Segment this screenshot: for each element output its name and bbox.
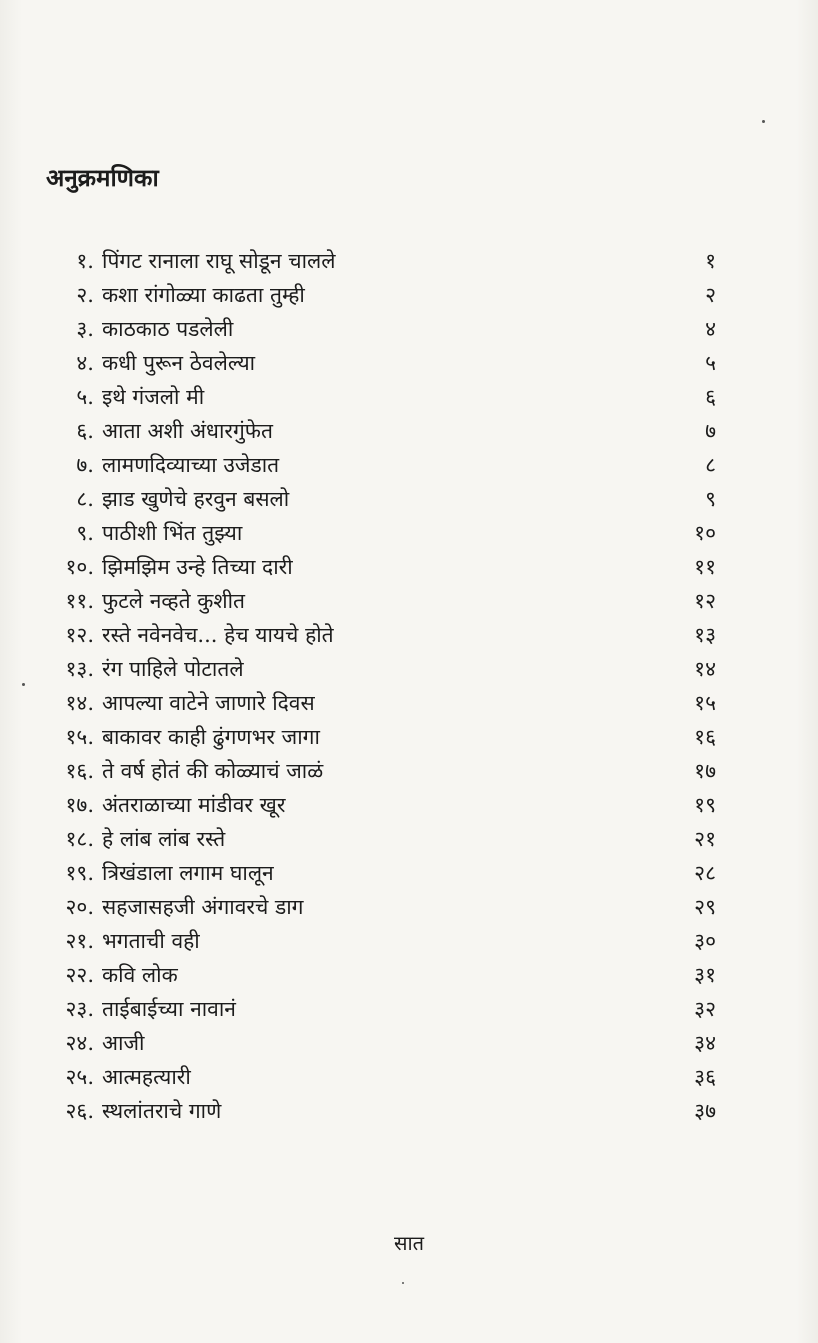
toc-entry-page: ८ (705, 453, 716, 477)
toc-entry-page: ७ (705, 419, 716, 443)
toc-entry-number: ९. (76, 521, 94, 545)
toc-entry-page: १३ (694, 623, 716, 647)
toc-entry-number: १. (76, 249, 94, 273)
toc-entry-page: १० (694, 521, 716, 545)
toc-entry (40, 924, 716, 958)
toc-entry-page: ३७ (694, 1099, 716, 1123)
toc-entry-number: ८. (76, 487, 94, 511)
paper-speck (402, 1282, 404, 1284)
page-number-footer: सात (393, 1231, 425, 1255)
toc-entry (40, 788, 716, 822)
toc-entry-page: ५ (705, 351, 716, 375)
toc-entry-number: ७. (76, 453, 94, 477)
toc-entry (40, 992, 716, 1026)
toc-entry (40, 1094, 716, 1128)
toc-entry-page: ३६ (694, 1065, 716, 1089)
paper-speck (762, 120, 765, 123)
toc-entry-title: पिंगट रानाला राघू सोडून चालले (102, 249, 336, 273)
toc-entry-page: १२ (694, 589, 716, 613)
toc-entry-page: २८ (694, 861, 716, 885)
toc-entry (40, 618, 716, 652)
toc-entry-page: ३१ (694, 963, 716, 987)
toc-entry-title: आता अशी अंधारगुंफेत (102, 419, 273, 443)
toc-entry-number: ६. (76, 419, 94, 443)
toc-entry (40, 890, 716, 924)
toc-entry-title: कशा रांगोळ्या काढता तुम्ही (102, 283, 305, 307)
toc-entry-title: आजी (102, 1031, 145, 1055)
toc-entry-number: १२. (65, 623, 94, 647)
toc-entry-title: रंग पाहिले पोटातले (102, 657, 244, 681)
toc-entry-page: ११ (694, 555, 716, 579)
toc-entry-number: ३. (76, 317, 94, 341)
toc-entry-number: २३. (65, 997, 94, 1021)
toc-entry-title: आपल्या वाटेने जाणारे दिवस (102, 691, 315, 715)
toc-entry-title: रस्ते नवेनवेच... हेच यायचे होते (102, 623, 334, 647)
toc-entry (40, 278, 716, 312)
toc-entry-number: २४. (65, 1031, 94, 1055)
toc-entry-title: आत्महत्यारी (102, 1065, 191, 1089)
toc-entry-page: १४ (694, 657, 716, 681)
toc-entry (40, 754, 716, 788)
toc-entry-page: १६ (694, 725, 716, 749)
toc-entry (40, 516, 716, 550)
page-title: अनुक्रमणिका (46, 163, 159, 192)
toc-entry (40, 482, 716, 516)
toc-entry-page: ३४ (694, 1031, 716, 1055)
toc-entry-number: १४. (65, 691, 94, 715)
toc-entry-number: १९. (65, 861, 94, 885)
toc-entry (40, 652, 716, 686)
toc-entry-title: ते वर्ष होतं की कोळ्याचं जाळं (102, 759, 324, 783)
toc-entry-number: १७. (65, 793, 94, 817)
toc-entry (40, 584, 716, 618)
toc-entry-title: पाठीशी भिंत तुझ्या (102, 521, 243, 545)
toc-entry-page: १ (705, 249, 716, 273)
toc-entry-page: ९ (705, 487, 716, 511)
toc-entry-number: ११. (65, 589, 94, 613)
toc-entry (40, 346, 716, 380)
toc-entry (40, 448, 716, 482)
toc-entry (40, 550, 716, 584)
toc-entry-page: ३० (694, 929, 716, 953)
toc-entry-title: झिमझिम उन्हे तिच्या दारी (102, 555, 293, 579)
toc-entry-number: ५. (76, 385, 94, 409)
toc-entry (40, 856, 716, 890)
toc-entry (40, 244, 716, 278)
toc-entry-title: ताईबाईच्या नावानं (102, 997, 236, 1021)
toc-entry-number: १०. (65, 555, 94, 579)
toc-entry (40, 380, 716, 414)
paper-speck (22, 683, 25, 686)
toc-entry-number: २०. (65, 895, 94, 919)
toc-entry (40, 414, 716, 448)
toc-entry-title: हे लांब लांब रस्ते (102, 827, 226, 851)
toc-entry-page: ३२ (694, 997, 716, 1021)
toc-entry-number: ४. (76, 351, 94, 375)
toc-entry-page: १७ (694, 759, 716, 783)
table-of-contents (40, 244, 716, 1128)
toc-entry-page: ६ (705, 385, 716, 409)
toc-entry-number: २६. (65, 1099, 94, 1123)
toc-entry (40, 720, 716, 754)
toc-entry-number: २. (76, 283, 94, 307)
toc-entry-number: १३. (65, 657, 94, 681)
toc-entry-page: २९ (694, 895, 716, 919)
toc-entry-number: १५. (65, 725, 94, 749)
toc-entry-number: १८. (65, 827, 94, 851)
toc-entry-title: काठकाठ पडलेली (102, 317, 234, 341)
toc-entry-title: बाकावर काही ढुंगणभर जागा (102, 725, 320, 749)
toc-entry (40, 822, 716, 856)
toc-entry-page: १५ (694, 691, 716, 715)
toc-entry-number: २५. (65, 1065, 94, 1089)
toc-entry-title: कवि लोक (102, 963, 178, 987)
toc-entry-number: २२. (65, 963, 94, 987)
toc-entry-title: लामणदिव्याच्या उजेडात (102, 453, 280, 477)
toc-entry (40, 1060, 716, 1094)
toc-entry-title: झाड खुणेचे हरवुन बसलो (102, 487, 290, 511)
toc-entry (40, 958, 716, 992)
toc-entry-page: २ (705, 283, 716, 307)
toc-entry-title: अंतराळाच्या मांडीवर खूर (102, 793, 286, 817)
toc-entry-title: भगताची वही (102, 929, 200, 953)
toc-entry (40, 686, 716, 720)
toc-entry-page: २१ (694, 827, 716, 851)
toc-entry-title: फुटले नव्हते कुशीत (102, 589, 246, 613)
toc-entry-number: १६. (65, 759, 94, 783)
toc-entry (40, 1026, 716, 1060)
toc-entry-title: सहजासहजी अंगावरचे डाग (102, 895, 304, 919)
toc-entry-title: इथे गंजलो मी (102, 385, 205, 409)
toc-entry-number: २१. (65, 929, 94, 953)
toc-entry-title: स्थलांतराचे गाणे (102, 1099, 222, 1123)
toc-entry-title: कधी पुरून ठेवलेल्या (102, 351, 256, 375)
toc-entry (40, 312, 716, 346)
toc-entry-page: ४ (705, 317, 716, 341)
toc-entry-title: त्रिखंडाला लगाम घालून (102, 861, 274, 885)
toc-entry-page: १९ (694, 793, 716, 817)
